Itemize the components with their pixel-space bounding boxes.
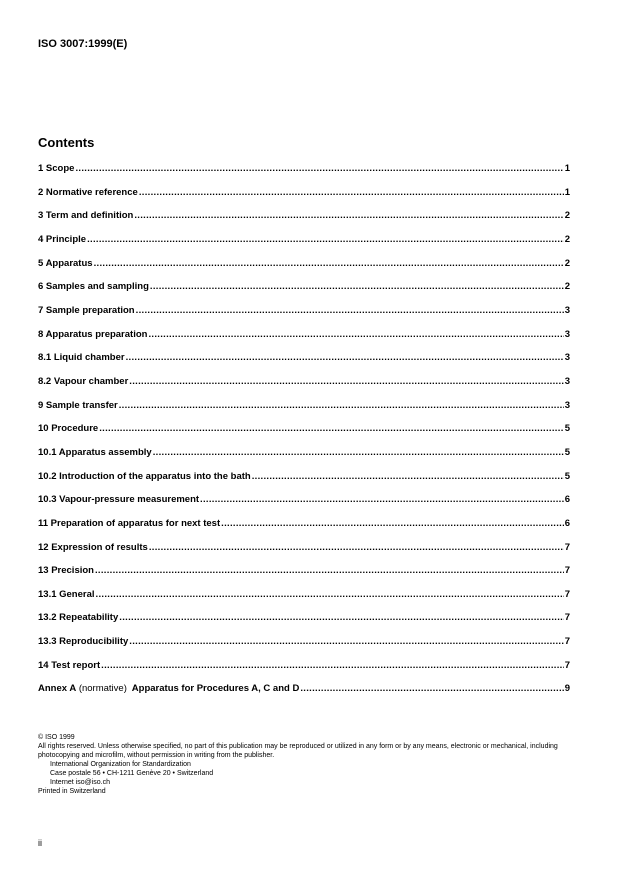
toc-dot-leader	[94, 258, 564, 269]
toc-entry-label: 7 Sample preparation	[38, 304, 135, 316]
organization-name: International Organization for Standardization	[50, 761, 191, 768]
toc-entry-label: 12 Expression of results	[38, 541, 148, 553]
toc-entry[interactable]	[38, 636, 570, 660]
toc-entry-page: 7	[564, 541, 570, 553]
toc-dot-leader	[126, 352, 564, 363]
toc-entry-label: 13.3 Reproducibility	[38, 636, 129, 648]
toc-entry-page: 1	[564, 163, 570, 174]
toc-entry-label: 9 Sample transfer	[38, 399, 118, 411]
toc-dot-leader	[75, 163, 563, 174]
toc-dot-leader	[99, 423, 564, 434]
toc-entry-label: 2 Normative reference	[38, 186, 138, 198]
toc-entry-page: 6	[564, 494, 570, 506]
page-number: ii	[38, 838, 42, 848]
annex-normative-tag: (normative)	[76, 683, 130, 695]
organization-address: Case postale 56 • CH-1211 Genève 20 • Switzerland	[50, 770, 214, 777]
toc-entry-label: 10.3 Vapour-pressure measurement	[38, 494, 200, 506]
toc-entry-page: 3	[564, 399, 570, 411]
toc-annex-label	[38, 683, 299, 694]
toc-entry[interactable]	[38, 258, 570, 282]
annex-title: Apparatus for Procedures A, C and D	[129, 683, 300, 695]
toc-entry-page: 2	[564, 210, 570, 222]
toc-entry-page: 7	[564, 659, 570, 671]
toc-dot-leader	[129, 636, 563, 647]
toc-entry-label: 8 Apparatus preparation	[38, 328, 148, 340]
printed-in: Printed in Switzerland	[38, 788, 106, 795]
toc-entry-page: 9	[564, 683, 570, 695]
toc-entry-label: 3 Term and definition	[38, 210, 134, 222]
organization-internet: Internet iso@iso.ch	[50, 779, 111, 786]
toc-entry-page: 3	[564, 352, 570, 364]
toc-entry-page: 2	[564, 233, 570, 245]
toc-entry-annex[interactable]	[38, 683, 570, 707]
toc-entry-page: 3	[564, 375, 570, 387]
toc-entry-page: 5	[564, 446, 570, 458]
toc-entry[interactable]	[38, 400, 570, 424]
table-of-contents	[38, 163, 570, 707]
toc-entry-page: 7	[564, 588, 570, 600]
toc-entry-page: 3	[564, 304, 570, 316]
toc-entry-page: 7	[564, 612, 570, 624]
toc-entry[interactable]	[38, 471, 570, 495]
toc-entry-page: 1	[564, 186, 570, 198]
toc-entry-label: 10 Procedure	[38, 423, 99, 435]
toc-dot-leader	[96, 589, 564, 600]
toc-dot-leader	[149, 542, 564, 553]
toc-entry[interactable]	[38, 565, 570, 589]
toc-dot-leader	[119, 612, 563, 623]
toc-dot-leader	[95, 565, 564, 576]
toc-entry[interactable]	[38, 612, 570, 636]
toc-entry[interactable]	[38, 518, 570, 542]
toc-dot-leader	[134, 210, 563, 221]
toc-entry-label: 13.2 Repeatability	[38, 612, 119, 624]
toc-entry-page: 5	[564, 470, 570, 482]
toc-entry-page: 6	[564, 517, 570, 529]
toc-entry-page: 7	[564, 636, 570, 648]
toc-entry-page: 2	[564, 281, 570, 293]
toc-dot-leader	[129, 376, 563, 387]
toc-entry-label: 8.1 Liquid chamber	[38, 352, 125, 364]
toc-entry[interactable]	[38, 281, 570, 305]
toc-entry[interactable]	[38, 305, 570, 329]
toc-entry[interactable]	[38, 163, 570, 187]
toc-dot-leader	[136, 305, 564, 316]
rights-statement: All rights reserved. Unless otherwise specified, no part of this publication may be reproduced or utilized in any form or by any means, electronic or mechanical, including photocopying and microfilm, without permission in writing from the publisher.	[38, 743, 558, 759]
toc-entry-label: 11 Preparation of apparatus for next test	[38, 517, 221, 529]
toc-entry-page: 3	[564, 328, 570, 340]
toc-entry-label: 13.1 General	[38, 588, 95, 600]
toc-dot-leader	[200, 494, 564, 505]
toc-entry-label: 4 Principle	[38, 233, 87, 245]
contents-title: Contents	[38, 135, 95, 150]
toc-entry[interactable]	[38, 423, 570, 447]
toc-entry[interactable]	[38, 447, 570, 471]
toc-dot-leader	[300, 683, 563, 694]
toc-entry-label: 8.2 Vapour chamber	[38, 375, 129, 387]
toc-dot-leader	[148, 329, 563, 340]
toc-entry[interactable]	[38, 234, 570, 258]
toc-entry[interactable]	[38, 376, 570, 400]
toc-entry[interactable]	[38, 352, 570, 376]
toc-entry-label: 1 Scope	[38, 163, 75, 174]
toc-entry[interactable]	[38, 589, 570, 613]
copyright-line: © ISO 1999	[38, 734, 75, 741]
toc-dot-leader	[252, 471, 564, 482]
copyright-notice	[38, 733, 578, 796]
toc-dot-leader	[221, 518, 564, 529]
toc-entry[interactable]	[38, 210, 570, 234]
toc-entry-label: 13 Precision	[38, 565, 94, 577]
toc-dot-leader	[101, 660, 564, 671]
toc-entry-label: 6 Samples and sampling	[38, 281, 149, 293]
annex-prefix: Annex A	[38, 683, 77, 695]
toc-entry-label: 10.1 Apparatus assembly	[38, 446, 152, 458]
toc-entry-label: 14 Test report	[38, 659, 101, 671]
toc-dot-leader	[87, 234, 564, 245]
document-header: ISO 3007:1999(E)	[38, 38, 128, 50]
toc-entry[interactable]	[38, 187, 570, 211]
toc-entry-page: 5	[564, 423, 570, 435]
toc-entry[interactable]	[38, 660, 570, 684]
toc-entry-label: 10.2 Introduction of the apparatus into the bath	[38, 470, 251, 482]
toc-entry-page: 7	[564, 565, 570, 577]
toc-entry[interactable]	[38, 329, 570, 353]
toc-entry-label: 5 Apparatus	[38, 257, 93, 269]
toc-entry-page: 2	[564, 257, 570, 269]
toc-dot-leader	[119, 400, 564, 411]
toc-dot-leader	[139, 187, 564, 198]
toc-dot-leader	[150, 281, 564, 292]
toc-entry[interactable]	[38, 494, 570, 518]
toc-dot-leader	[153, 447, 564, 458]
toc-entry[interactable]	[38, 542, 570, 566]
